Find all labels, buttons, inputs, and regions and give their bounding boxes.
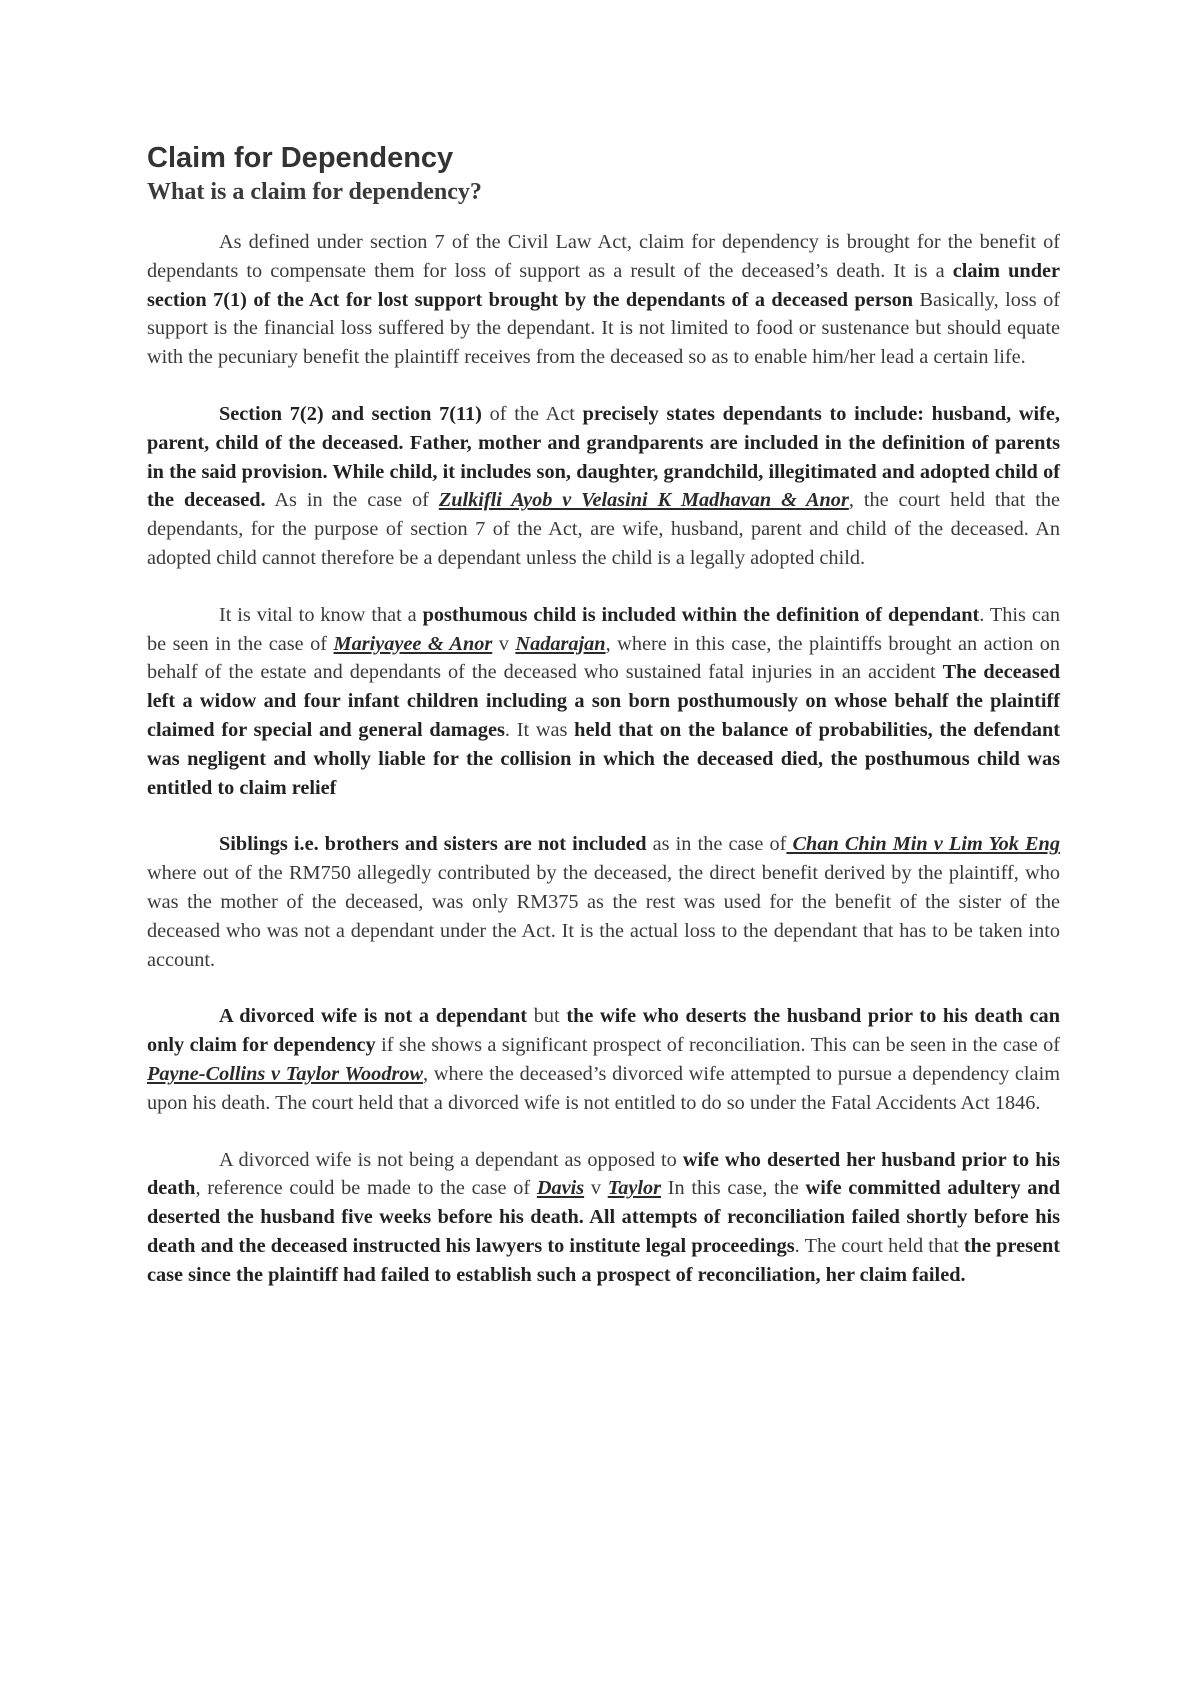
bold-text: the wife who deserts the husband prior to his death can only claim for dependency — [147, 1005, 1060, 1057]
paragraph — [147, 830, 1060, 974]
text-run: , where in this case, the plaintiffs brought an action on behalf of the estate and dependants of the deceased who sustained fatal injuries in an accident — [147, 632, 1060, 684]
text-run: . This can be seen in the case of — [147, 603, 1061, 655]
case-citation: Payne-Collins v Taylor Woodrow — [147, 1062, 424, 1085]
text-run: . The court held that — [794, 1234, 964, 1257]
text-run: , where the deceased’s divorced wife attempted to pursue a dependency claim upon his death. The court held that a divorced wife is not entitled to do so under the Fatal Accidents Act 1846. — [147, 1062, 1060, 1114]
text-run: It is vital to know that a — [219, 603, 423, 626]
text-run: if she shows a significant prospect of reconciliation. This can be seen in the case of — [375, 1034, 1060, 1057]
bold-text: wife committed adultery and deserted the husband five weeks before his death. All attempts of reconciliation failed shortly before his death and the deceased instructed his lawyers to institute legal proceedings — [147, 1177, 1060, 1257]
text-run: . It was — [504, 718, 575, 741]
paragraph — [147, 601, 1060, 803]
bold-text: Section 7(2) and section 7(11) — [219, 402, 482, 425]
document-title: Claim for Dependency — [147, 142, 454, 174]
case-citation: Davis — [536, 1177, 585, 1200]
paragraph — [147, 228, 1060, 372]
document-page — [147, 140, 1060, 1318]
text-run: In this case, the — [661, 1177, 806, 1200]
text-run: As in the case of — [265, 489, 439, 512]
bold-text: the present case since the plaintiff had failed to establish such a prospect of reconciliation, her claim failed. — [147, 1234, 1061, 1286]
bold-text: A divorced wife is not a dependant — [219, 1005, 527, 1028]
paragraph — [147, 1146, 1060, 1290]
text-run: , reference could be made to the case of — [195, 1177, 537, 1200]
text-run: of the Act — [481, 402, 583, 425]
bold-text: The deceased left a widow and four infant children including a son born posthumously on whose behalf the plaintiff claimed for special and general damages — [147, 661, 1060, 741]
case-citation: Zulkifli Ayob v Velasini K Madhavan & Anor — [438, 489, 849, 512]
bold-text: precisely states dependants to include: husband, wife, parent, child of the deceased. Father, mother and grandparents are included in the definition of parents in the said provision. While child, it includes son, daughter, grandchild, illegitimated and adopted child of the deceased. — [147, 402, 1060, 512]
bold-text: posthumous child is included within the definition of dependant — [422, 603, 980, 626]
text-run: , the court held that the dependants, for the purpose of section 7 of the Act, are wife, husband, parent and child of the deceased. An adopted child cannot therefore be a dependant unless the child is a legally adopted child. — [147, 489, 1060, 569]
text-run: where out of the RM750 allegedly contributed by the deceased, the direct benefit derived by the plaintiff, who was the mother of the deceased, was only RM375 as the rest was used for the benefit of the sister of the deceased who was not a dependant under the Act. It is the actual loss to the dependant that has to be taken into account. — [147, 862, 1060, 971]
case-citation: Nadarajan — [515, 632, 606, 655]
text-run: but — [527, 1005, 567, 1028]
case-versus: v — [584, 1177, 608, 1200]
paragraph — [147, 400, 1060, 573]
paragraph — [147, 1002, 1060, 1117]
text-run: Basically, loss of support is the financial loss suffered by the dependant. It is not limited to food or sustenance but should equate with the pecuniary benefit the plaintiff receives from the deceased so as to enable him/her lead a certain life. — [147, 288, 1060, 369]
text-run: as in the case of — [646, 833, 787, 856]
case-citation: Chan Chin Min v Lim Yok Eng — [786, 833, 1060, 856]
bold-text: claim under section 7(1) of the Act for lost support brought by the dependants of a deceased person — [147, 259, 1060, 311]
case-citation: Mariyayee & Anor — [333, 632, 493, 655]
case-versus: v — [492, 632, 516, 655]
document-subtitle: What is a claim for dependency? — [147, 179, 482, 205]
bold-text: Siblings i.e. brothers and sisters are not included — [219, 833, 647, 856]
text-run: As defined under section 7 of the Civil Law Act, claim for dependency is brought for the benefit of dependants to compensate them for loss of support as a result of the deceased’s death. It is a — [147, 231, 1060, 282]
text-run: A divorced wife is not being a dependant as opposed to — [219, 1148, 683, 1171]
document-body — [147, 228, 1060, 1290]
bold-text: wife who deserted her husband prior to his death — [147, 1148, 1060, 1200]
bold-text: held that on the balance of probabilities, the defendant was negligent and wholly liable for the collision in which the deceased died, the posthumous child was entitled to claim relief — [147, 718, 1060, 799]
case-citation: Taylor — [607, 1177, 662, 1200]
